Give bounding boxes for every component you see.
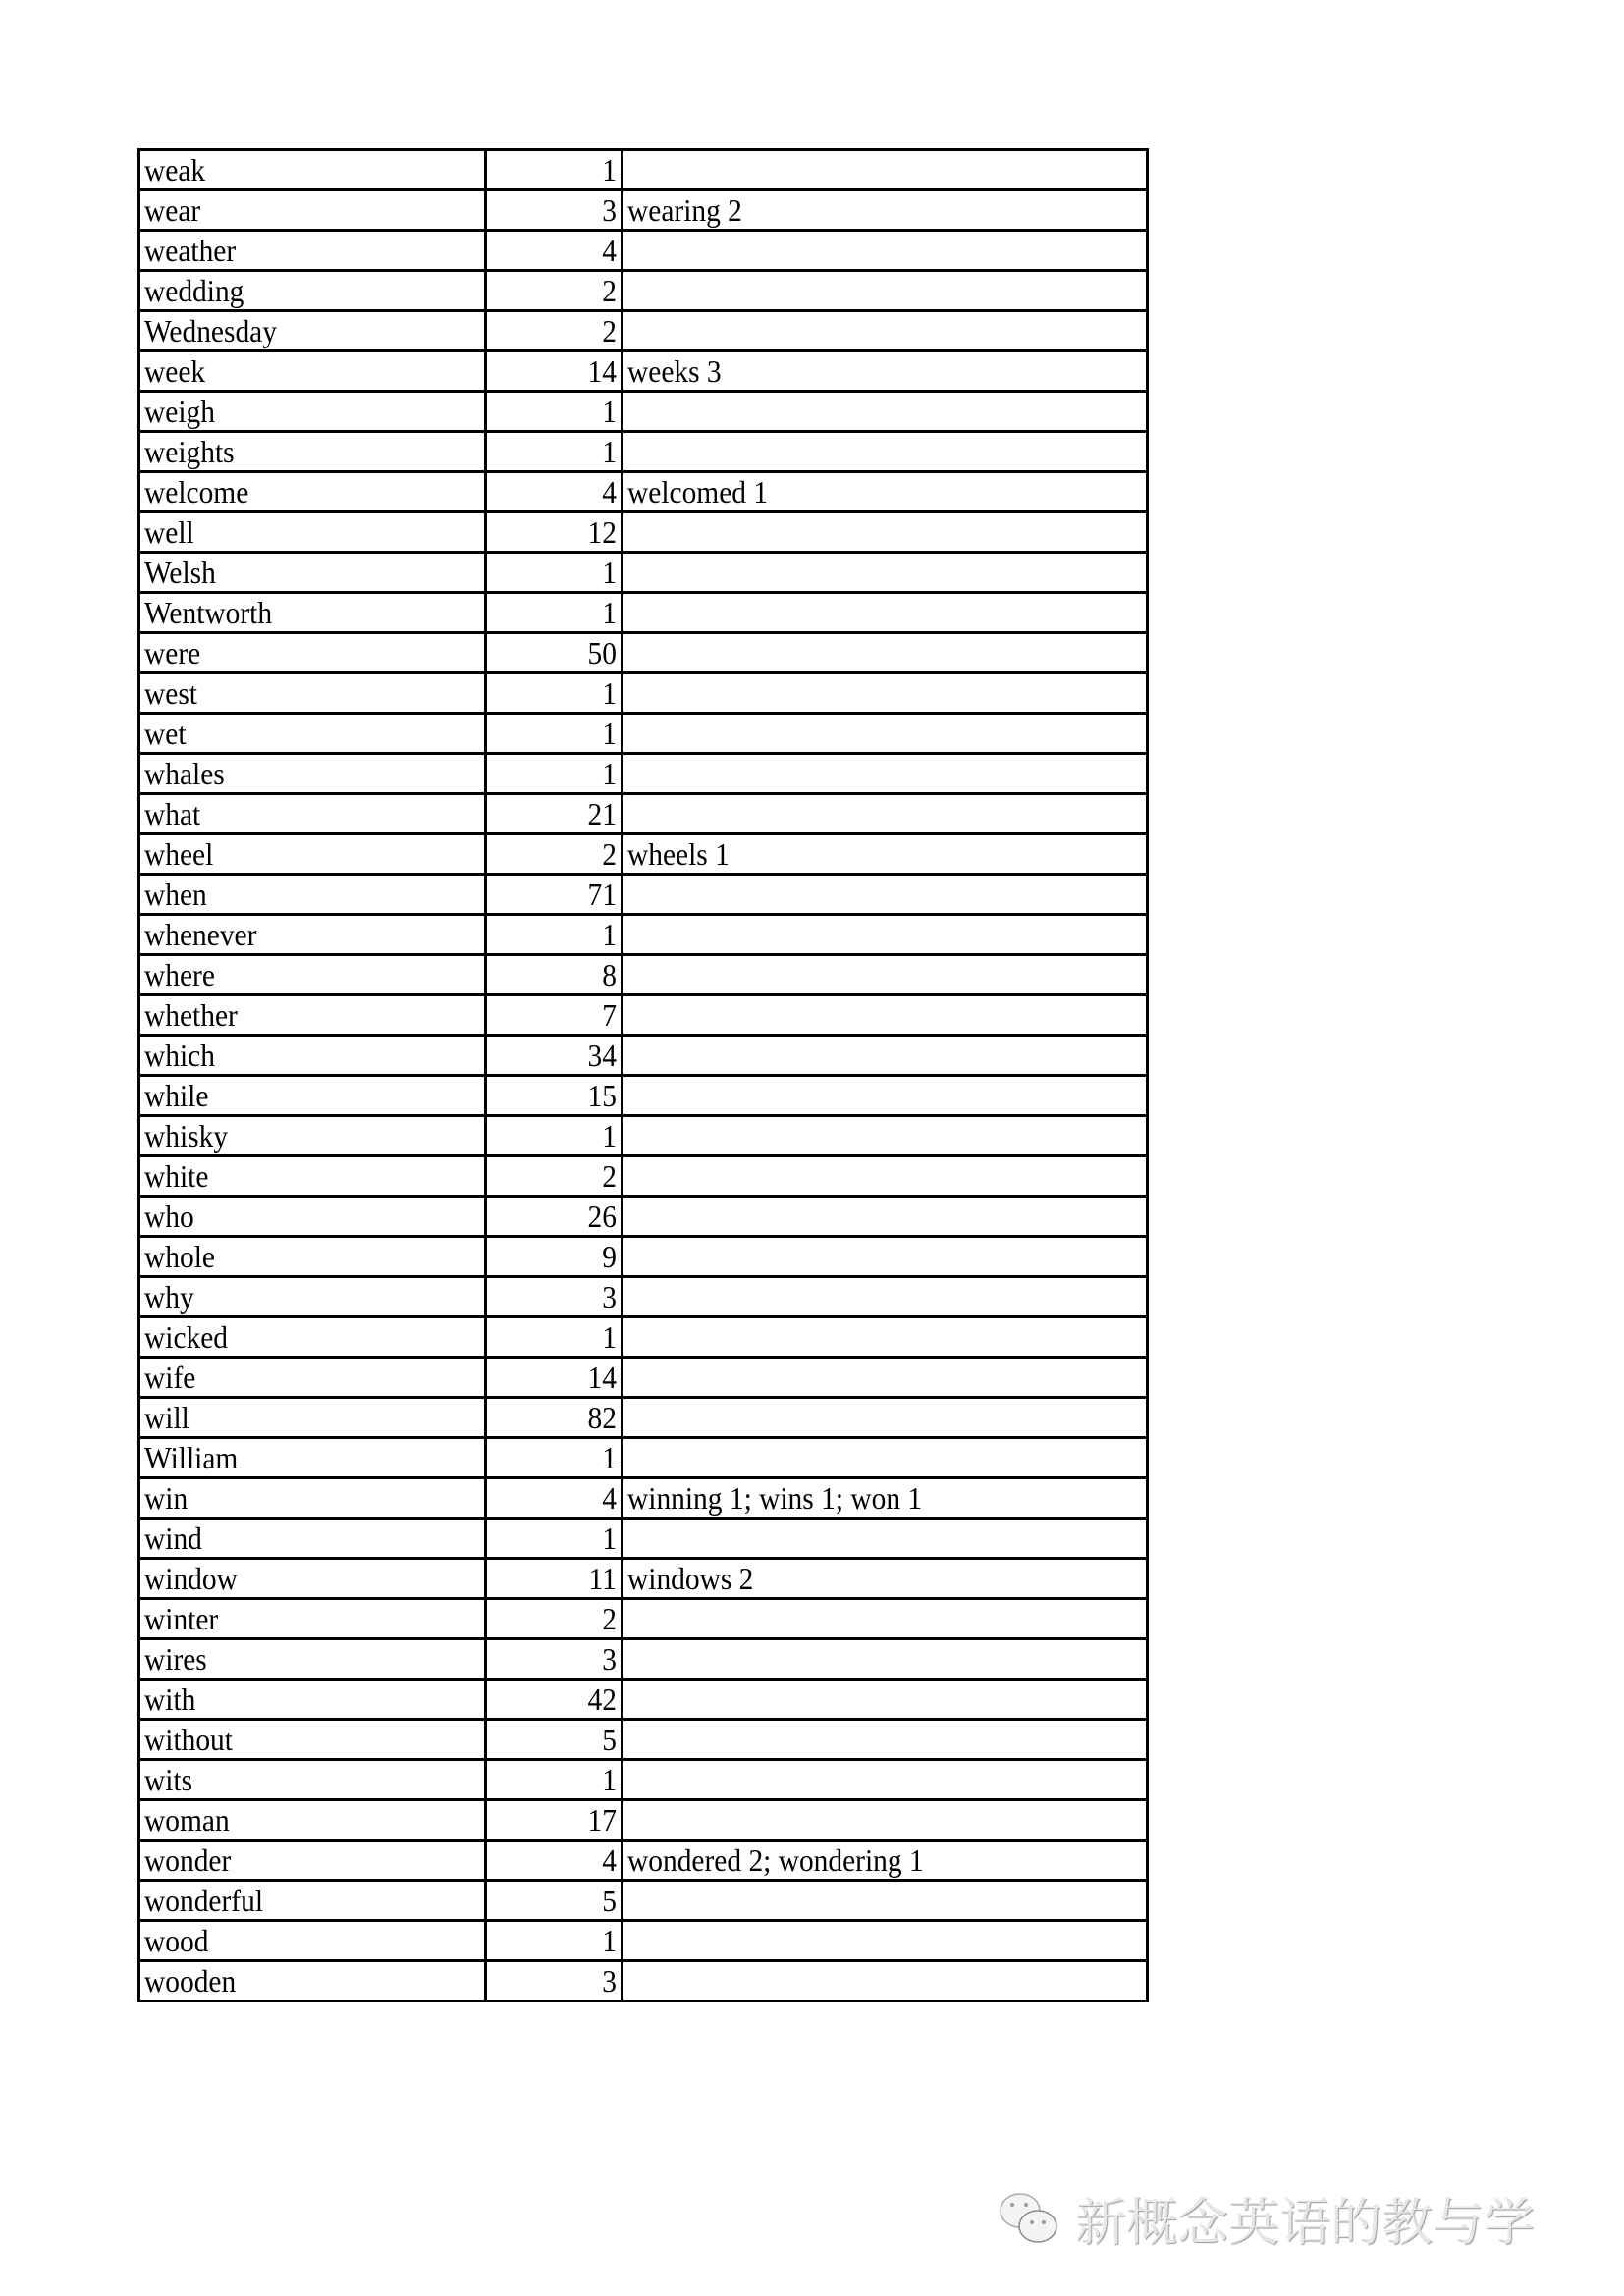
forms-cell — [623, 714, 1148, 754]
watermark-text: 新概念英语的教与学 — [1075, 2194, 1536, 2253]
count-cell — [486, 1639, 623, 1680]
word-cell — [139, 351, 486, 392]
watermark — [997, 2181, 1535, 2255]
table-row — [139, 1599, 1148, 1639]
word-cell — [139, 1881, 486, 1921]
word-cell-text: weather — [144, 233, 237, 268]
count-cell-text: 34 — [587, 1038, 617, 1073]
count-cell — [486, 1438, 623, 1478]
table-row — [139, 1317, 1148, 1358]
word-cell-text: wires — [144, 1641, 207, 1677]
count-cell — [486, 231, 623, 271]
count-cell — [486, 271, 623, 311]
word-cell — [139, 1197, 486, 1237]
forms-cell — [623, 794, 1148, 834]
word-cell — [139, 1076, 486, 1116]
word-cell-text: who — [144, 1199, 194, 1234]
count-cell — [486, 1197, 623, 1237]
word-cell — [139, 231, 486, 271]
word-cell-text: white — [144, 1158, 209, 1194]
word-cell — [139, 1519, 486, 1559]
word-cell-text: woman — [144, 1802, 230, 1838]
count-cell-text: 26 — [587, 1199, 617, 1234]
count-cell — [486, 1036, 623, 1076]
count-cell-text: 7 — [602, 997, 617, 1033]
forms-cell — [623, 271, 1148, 311]
count-cell-text: 2 — [602, 1601, 617, 1636]
forms-cell — [623, 1760, 1148, 1800]
word-cell — [139, 1559, 486, 1599]
count-cell-text: 4 — [602, 1842, 617, 1878]
table-row — [139, 1800, 1148, 1841]
count-cell — [486, 955, 623, 995]
table-row — [139, 1961, 1148, 2002]
forms-cell — [623, 1881, 1148, 1921]
word-cell-text: Wednesday — [144, 313, 277, 348]
forms-cell — [623, 392, 1148, 432]
count-cell — [486, 1800, 623, 1841]
table-row — [139, 633, 1148, 673]
table-row — [139, 351, 1148, 392]
count-cell — [486, 754, 623, 794]
word-cell-text: Welsh — [144, 555, 216, 590]
word-cell — [139, 512, 486, 553]
forms-cell — [623, 834, 1148, 875]
forms-cell-text: weeks 3 — [627, 353, 722, 389]
count-cell-text: 82 — [587, 1400, 617, 1435]
count-cell-text: 2 — [602, 1158, 617, 1194]
forms-cell — [623, 1961, 1148, 2002]
forms-cell — [623, 1076, 1148, 1116]
table-row — [139, 553, 1148, 593]
count-cell-text: 1 — [602, 1118, 617, 1153]
word-cell — [139, 1438, 486, 1478]
word-cell-text: wife — [144, 1360, 196, 1395]
count-cell-text: 9 — [602, 1239, 617, 1274]
table-row — [139, 915, 1148, 955]
word-cell — [139, 1720, 486, 1760]
table-row — [139, 1438, 1148, 1478]
count-cell-text: 11 — [588, 1561, 617, 1596]
count-cell — [486, 1076, 623, 1116]
count-cell — [486, 1156, 623, 1197]
word-cell — [139, 190, 486, 231]
word-cell-text: weights — [144, 434, 235, 469]
table-row — [139, 794, 1148, 834]
forms-cell — [623, 1680, 1148, 1720]
forms-cell — [623, 995, 1148, 1036]
forms-cell — [623, 231, 1148, 271]
forms-cell — [623, 472, 1148, 512]
table-row — [139, 955, 1148, 995]
table-row — [139, 1116, 1148, 1156]
word-cell-text: wedding — [144, 273, 244, 308]
word-cell — [139, 754, 486, 794]
word-cell-text: wind — [144, 1521, 202, 1556]
forms-cell — [623, 593, 1148, 633]
forms-cell — [623, 1036, 1148, 1076]
count-cell — [486, 1720, 623, 1760]
count-cell-text: 1 — [602, 1923, 617, 1958]
forms-cell — [623, 150, 1148, 190]
count-cell — [486, 190, 623, 231]
table-row — [139, 1760, 1148, 1800]
word-cell-text: winter — [144, 1601, 219, 1636]
count-cell-text: 71 — [587, 877, 617, 912]
word-cell-text: wooden — [144, 1963, 237, 1999]
word-cell-text: weak — [144, 152, 206, 187]
word-cell-text: weigh — [144, 394, 215, 429]
word-cell — [139, 271, 486, 311]
count-cell — [486, 915, 623, 955]
count-cell-text: 4 — [602, 474, 617, 509]
forms-cell-text: wheels 1 — [627, 836, 730, 872]
count-cell — [486, 834, 623, 875]
table-row — [139, 512, 1148, 553]
word-cell-text: what — [144, 796, 201, 831]
word-cell — [139, 1156, 486, 1197]
count-cell — [486, 1961, 623, 2002]
count-cell — [486, 875, 623, 915]
forms-cell — [623, 1921, 1148, 1961]
count-cell-text: 5 — [602, 1722, 617, 1757]
word-cell-text: whether — [144, 997, 238, 1033]
table-row — [139, 311, 1148, 351]
count-cell-text: 4 — [602, 1480, 617, 1516]
forms-cell — [623, 1720, 1148, 1760]
forms-cell — [623, 1277, 1148, 1317]
count-cell — [486, 593, 623, 633]
count-cell-text: 17 — [587, 1802, 617, 1838]
word-cell — [139, 955, 486, 995]
count-cell-text: 12 — [587, 514, 617, 550]
count-cell-text: 5 — [602, 1883, 617, 1918]
word-cell-text: whole — [144, 1239, 215, 1274]
forms-cell — [623, 875, 1148, 915]
count-cell-text: 15 — [587, 1078, 617, 1113]
wechat-icon — [997, 2187, 1061, 2250]
table-row — [139, 1398, 1148, 1438]
count-cell-text: 3 — [602, 1279, 617, 1314]
table-row — [139, 1197, 1148, 1237]
count-cell — [486, 1921, 623, 1961]
forms-cell-text: winning 1; wins 1; won 1 — [627, 1480, 923, 1516]
count-cell — [486, 1760, 623, 1800]
word-cell-text: wet — [144, 716, 187, 751]
word-cell — [139, 1841, 486, 1881]
count-cell-text: 21 — [587, 796, 617, 831]
count-cell — [486, 472, 623, 512]
word-cell-text: west — [144, 675, 197, 711]
word-cell-text: without — [144, 1722, 233, 1757]
count-cell — [486, 1599, 623, 1639]
forms-cell — [623, 673, 1148, 714]
forms-cell — [623, 1317, 1148, 1358]
table-row — [139, 593, 1148, 633]
table-row — [139, 1358, 1148, 1398]
count-cell — [486, 553, 623, 593]
word-cell-text: why — [144, 1279, 194, 1314]
count-cell-text: 42 — [587, 1682, 617, 1717]
table-row — [139, 271, 1148, 311]
table-row — [139, 1156, 1148, 1197]
table-row — [139, 995, 1148, 1036]
table-row — [139, 1076, 1148, 1116]
word-cell — [139, 1358, 486, 1398]
word-cell-text: which — [144, 1038, 215, 1073]
word-cell-text: Wentworth — [144, 595, 273, 630]
word-cell — [139, 311, 486, 351]
word-cell — [139, 1317, 486, 1358]
word-cell-text: where — [144, 957, 215, 992]
forms-cell — [623, 1478, 1148, 1519]
word-cell — [139, 714, 486, 754]
count-cell-text: 4 — [602, 233, 617, 268]
count-cell-text: 1 — [602, 1762, 617, 1797]
word-cell — [139, 633, 486, 673]
word-cell — [139, 1237, 486, 1277]
word-cell-text: win — [144, 1480, 189, 1516]
count-cell — [486, 1559, 623, 1599]
count-cell — [486, 150, 623, 190]
table-row — [139, 190, 1148, 231]
count-cell-text: 1 — [602, 434, 617, 469]
table-row — [139, 472, 1148, 512]
table-row — [139, 1277, 1148, 1317]
word-cell-text: wicked — [144, 1319, 229, 1355]
table-row — [139, 1478, 1148, 1519]
count-cell — [486, 1277, 623, 1317]
word-cell-text: with — [144, 1682, 196, 1717]
count-cell-text: 1 — [602, 1521, 617, 1556]
count-cell — [486, 1478, 623, 1519]
word-cell — [139, 1398, 486, 1438]
table-row — [139, 1680, 1148, 1720]
forms-cell — [623, 1841, 1148, 1881]
count-cell — [486, 1881, 623, 1921]
word-cell — [139, 1921, 486, 1961]
table-row — [139, 1921, 1148, 1961]
word-cell-text: wear — [144, 192, 201, 228]
word-cell-text: whenever — [144, 917, 257, 952]
count-cell — [486, 1237, 623, 1277]
table-row — [139, 875, 1148, 915]
table-row — [139, 1720, 1148, 1760]
count-cell — [486, 1841, 623, 1881]
table-row — [139, 150, 1148, 190]
count-cell — [486, 1398, 623, 1438]
forms-cell — [623, 633, 1148, 673]
word-cell-text: William — [144, 1440, 239, 1475]
word-cell-text: when — [144, 877, 207, 912]
count-cell-text: 3 — [602, 1641, 617, 1677]
table-row — [139, 1519, 1148, 1559]
count-cell-text: 2 — [602, 836, 617, 872]
word-cell — [139, 915, 486, 955]
count-cell — [486, 995, 623, 1036]
word-cell — [139, 1961, 486, 2002]
table-row — [139, 1881, 1148, 1921]
forms-cell — [623, 915, 1148, 955]
count-cell — [486, 512, 623, 553]
forms-cell — [623, 955, 1148, 995]
count-cell-text: 14 — [587, 1360, 617, 1395]
count-cell-text: 1 — [602, 595, 617, 630]
word-cell — [139, 834, 486, 875]
count-cell-text: 1 — [602, 394, 617, 429]
word-cell — [139, 1800, 486, 1841]
forms-cell — [623, 1237, 1148, 1277]
word-cell — [139, 1277, 486, 1317]
forms-cell — [623, 432, 1148, 472]
count-cell — [486, 392, 623, 432]
count-cell-text: 1 — [602, 1319, 617, 1355]
word-cell-text: well — [144, 514, 194, 550]
forms-cell-text: welcomed 1 — [627, 474, 769, 509]
word-cell — [139, 593, 486, 633]
table-row — [139, 673, 1148, 714]
forms-cell — [623, 1156, 1148, 1197]
count-cell — [486, 794, 623, 834]
word-cell-text: while — [144, 1078, 209, 1113]
word-cell-text: window — [144, 1561, 238, 1596]
word-cell — [139, 995, 486, 1036]
forms-cell-text: wondered 2; wondering 1 — [627, 1842, 924, 1878]
word-cell — [139, 150, 486, 190]
table-row — [139, 1036, 1148, 1076]
count-cell — [486, 1116, 623, 1156]
word-cell-text: wonderful — [144, 1883, 263, 1918]
forms-cell — [623, 351, 1148, 392]
word-cell-text: whisky — [144, 1118, 229, 1153]
word-cell-text: will — [144, 1400, 189, 1435]
word-cell — [139, 1036, 486, 1076]
forms-cell — [623, 1599, 1148, 1639]
forms-cell — [623, 1197, 1148, 1237]
count-cell-text: 2 — [602, 313, 617, 348]
count-cell-text: 14 — [587, 353, 617, 389]
word-cell — [139, 553, 486, 593]
word-cell — [139, 1599, 486, 1639]
forms-cell — [623, 1116, 1148, 1156]
word-cell — [139, 1680, 486, 1720]
word-cell — [139, 432, 486, 472]
count-cell-text: 50 — [587, 635, 617, 670]
count-cell — [486, 633, 623, 673]
table-row — [139, 1237, 1148, 1277]
table-row — [139, 231, 1148, 271]
word-cell-text: wits — [144, 1762, 193, 1797]
forms-cell — [623, 1800, 1148, 1841]
count-cell-text: 1 — [602, 756, 617, 791]
forms-cell — [623, 512, 1148, 553]
forms-cell — [623, 311, 1148, 351]
count-cell-text: 1 — [602, 152, 617, 187]
table-row — [139, 1841, 1148, 1881]
count-cell — [486, 432, 623, 472]
word-cell-text: were — [144, 635, 201, 670]
table-row — [139, 1559, 1148, 1599]
word-cell — [139, 1639, 486, 1680]
forms-cell — [623, 1639, 1148, 1680]
word-cell-text: wonder — [144, 1842, 232, 1878]
word-cell — [139, 1478, 486, 1519]
count-cell-text: 1 — [602, 1440, 617, 1475]
word-cell — [139, 1116, 486, 1156]
forms-cell — [623, 1358, 1148, 1398]
table-row — [139, 714, 1148, 754]
count-cell — [486, 1317, 623, 1358]
word-cell — [139, 472, 486, 512]
count-cell-text: 1 — [602, 716, 617, 751]
word-cell — [139, 1760, 486, 1800]
count-cell-text: 2 — [602, 273, 617, 308]
count-cell — [486, 1358, 623, 1398]
count-cell-text: 8 — [602, 957, 617, 992]
word-cell-text: wheel — [144, 836, 214, 872]
word-cell-text: whales — [144, 756, 225, 791]
table-row — [139, 754, 1148, 794]
forms-cell — [623, 1559, 1148, 1599]
count-cell — [486, 1519, 623, 1559]
count-cell — [486, 1680, 623, 1720]
count-cell-text: 1 — [602, 675, 617, 711]
word-cell-text: welcome — [144, 474, 249, 509]
count-cell-text: 1 — [602, 917, 617, 952]
forms-cell — [623, 754, 1148, 794]
count-cell — [486, 311, 623, 351]
forms-cell-text: windows 2 — [627, 1561, 754, 1596]
forms-cell — [623, 1519, 1148, 1559]
word-cell — [139, 794, 486, 834]
forms-cell — [623, 553, 1148, 593]
forms-cell — [623, 1398, 1148, 1438]
count-cell-text: 3 — [602, 192, 617, 228]
count-cell — [486, 673, 623, 714]
word-cell — [139, 673, 486, 714]
table-row — [139, 834, 1148, 875]
table-row — [139, 1639, 1148, 1680]
count-cell-text: 3 — [602, 1963, 617, 1999]
word-cell-text: week — [144, 353, 206, 389]
word-cell — [139, 392, 486, 432]
count-cell — [486, 351, 623, 392]
word-cell-text: wood — [144, 1923, 209, 1958]
count-cell — [486, 714, 623, 754]
forms-cell-text: wearing 2 — [627, 192, 742, 228]
table-row — [139, 432, 1148, 472]
word-frequency-table — [137, 148, 1149, 2002]
forms-cell — [623, 190, 1148, 231]
forms-cell — [623, 1438, 1148, 1478]
count-cell-text: 1 — [602, 555, 617, 590]
table-row — [139, 392, 1148, 432]
word-cell — [139, 875, 486, 915]
